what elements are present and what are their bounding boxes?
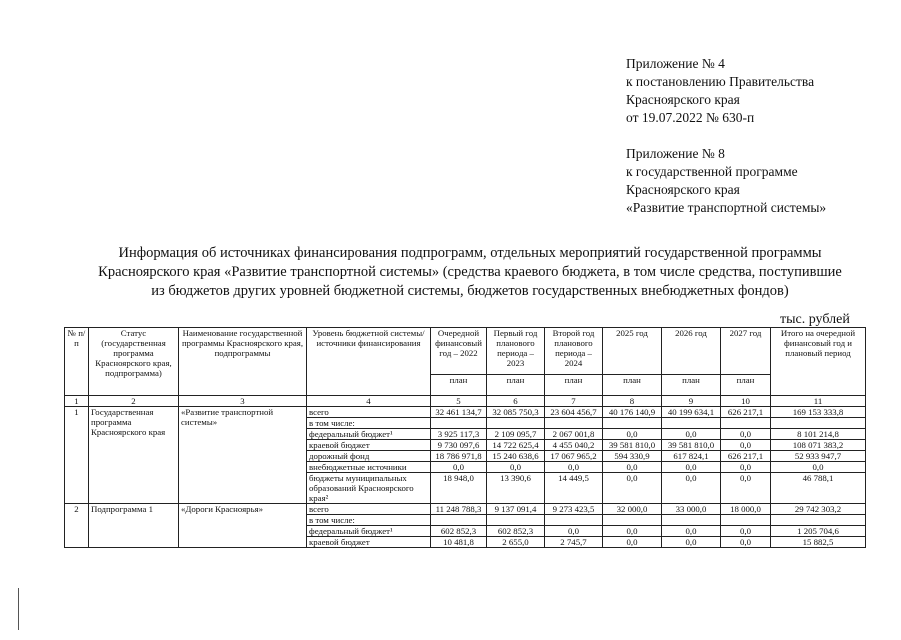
row-value: 32 000,0 xyxy=(603,504,662,515)
row-value: 15 240 638,6 xyxy=(487,451,545,462)
header-2027: 2027 год xyxy=(721,328,771,375)
column-index: 3 xyxy=(179,396,307,407)
row-value: 18 000,0 xyxy=(721,504,771,515)
row-value xyxy=(771,418,866,429)
row-value: 0,0 xyxy=(662,429,721,440)
row-value: 594 330,9 xyxy=(603,451,662,462)
row-value: 18 786 971,8 xyxy=(431,451,487,462)
header-plan: план xyxy=(662,375,721,396)
row-value: 32 461 134,7 xyxy=(431,407,487,418)
row-value: 9 137 091,4 xyxy=(487,504,545,515)
row-value xyxy=(603,515,662,526)
row-value: 0,0 xyxy=(721,537,771,548)
row-value: 32 085 750,3 xyxy=(487,407,545,418)
row-value: 2 109 095,7 xyxy=(487,429,545,440)
row-value xyxy=(721,418,771,429)
row-value: 169 153 333,8 xyxy=(771,407,866,418)
row-status: Подпрограмма 1 xyxy=(89,504,179,548)
row-level: внебюджетные источники xyxy=(307,462,431,473)
row-value xyxy=(662,418,721,429)
row-value: 0,0 xyxy=(603,526,662,537)
row-value xyxy=(545,515,603,526)
row-value: 23 604 456,7 xyxy=(545,407,603,418)
row-value: 10 481,8 xyxy=(431,537,487,548)
row-num: 1 xyxy=(65,407,89,504)
row-value: 602 852,3 xyxy=(431,526,487,537)
row-value: 0,0 xyxy=(721,429,771,440)
row-value: 0,0 xyxy=(771,462,866,473)
row-name: «Развитие транспортной системы» xyxy=(179,407,307,504)
row-value xyxy=(487,515,545,526)
column-index: 1 xyxy=(65,396,89,407)
margin-mark xyxy=(18,588,19,630)
title-line: из бюджетов других уровней бюджетной системы, бюджетов государственных внебюджетных фондов) xyxy=(151,283,789,299)
column-index: 2 xyxy=(89,396,179,407)
header-plan: план xyxy=(545,375,603,396)
row-value: 29 742 303,2 xyxy=(771,504,866,515)
row-value: 0,0 xyxy=(431,462,487,473)
row-value: 2 655,0 xyxy=(487,537,545,548)
row-value: 0,0 xyxy=(603,473,662,504)
title-line: Информация об источниках финансирования подпрограмм, отдельных мероприятий государственной программы xyxy=(118,245,822,261)
row-value: 1 205 704,6 xyxy=(771,526,866,537)
appendix-line: к постановлению Правительства xyxy=(626,74,815,89)
row-name: «Дороги Красноярья» xyxy=(179,504,307,548)
row-value: 602 852,3 xyxy=(487,526,545,537)
row-value: 0,0 xyxy=(721,462,771,473)
row-value: 18 948,0 xyxy=(431,473,487,504)
header-2026: 2026 год xyxy=(662,328,721,375)
row-value: 2 745,7 xyxy=(545,537,603,548)
appendix-line: Приложение № 4 xyxy=(626,56,725,71)
row-value: 0,0 xyxy=(545,462,603,473)
header-name: Наименование государственной программы Красноярского края, подпрограммы xyxy=(179,328,307,396)
table-row xyxy=(65,504,866,515)
row-value: 4 455 040,2 xyxy=(545,440,603,451)
row-value: 39 581 810,0 xyxy=(603,440,662,451)
row-value xyxy=(545,418,603,429)
row-value xyxy=(662,515,721,526)
row-value: 0,0 xyxy=(662,537,721,548)
title-line: Красноярского края «Развитие транспортной системы» (средства краевого бюджета, в том числе средства, поступившие xyxy=(98,264,842,280)
row-level: федеральный бюджет¹ xyxy=(307,526,431,537)
financing-table xyxy=(64,327,866,548)
row-value: 46 788,1 xyxy=(771,473,866,504)
header-num: № п/п xyxy=(65,328,89,396)
row-level: краевой бюджет xyxy=(307,440,431,451)
header-plan: план xyxy=(721,375,771,396)
header-status: Статус (государственная программа Красноярского края, подпрограмма) xyxy=(89,328,179,396)
row-level: федеральный бюджет¹ xyxy=(307,429,431,440)
header-2023: Первый год планового периода – 2023 xyxy=(487,328,545,375)
column-index: 5 xyxy=(431,396,487,407)
row-value: 9 730 097,6 xyxy=(431,440,487,451)
appendix-line: Приложение № 8 xyxy=(626,146,725,161)
column-index: 10 xyxy=(721,396,771,407)
row-value: 0,0 xyxy=(603,429,662,440)
row-level: бюджеты муниципальных образований Красноярского края² xyxy=(307,473,431,504)
row-value: 15 882,5 xyxy=(771,537,866,548)
document-title xyxy=(60,244,880,301)
column-index: 4 xyxy=(307,396,431,407)
row-num: 2 xyxy=(65,504,89,548)
appendix-line: Красноярского края xyxy=(626,182,740,197)
row-value: 11 248 788,3 xyxy=(431,504,487,515)
column-index: 8 xyxy=(603,396,662,407)
header-plan: план xyxy=(603,375,662,396)
row-value xyxy=(431,515,487,526)
column-index: 9 xyxy=(662,396,721,407)
row-value: 0,0 xyxy=(603,537,662,548)
row-level: всего xyxy=(307,504,431,515)
row-level: в том числе: xyxy=(307,418,431,429)
table-row xyxy=(65,407,866,418)
header-plan: план xyxy=(487,375,545,396)
row-value: 0,0 xyxy=(721,473,771,504)
units-label: тыс. рублей xyxy=(780,312,850,327)
row-value: 0,0 xyxy=(662,526,721,537)
row-value xyxy=(487,418,545,429)
appendix-line: к государственной программе xyxy=(626,164,798,179)
row-value: 2 067 001,8 xyxy=(545,429,603,440)
column-index: 6 xyxy=(487,396,545,407)
table-header-row xyxy=(65,328,866,375)
appendix-line: Красноярского края xyxy=(626,92,740,107)
row-value: 0,0 xyxy=(721,440,771,451)
row-level: краевой бюджет xyxy=(307,537,431,548)
row-value: 0,0 xyxy=(487,462,545,473)
row-value xyxy=(431,418,487,429)
appendix-line: от 19.07.2022 № 630-п xyxy=(626,110,755,125)
row-value: 13 390,6 xyxy=(487,473,545,504)
header-2022: Очередной финансовый год – 2022 xyxy=(431,328,487,375)
header-2025: 2025 год xyxy=(603,328,662,375)
row-value: 52 933 947,7 xyxy=(771,451,866,462)
row-value: 626 217,1 xyxy=(721,451,771,462)
row-status: Государственная программа Красноярского края xyxy=(89,407,179,504)
appendix-header-top xyxy=(626,55,814,127)
row-value: 9 273 423,5 xyxy=(545,504,603,515)
row-value: 40 199 634,1 xyxy=(662,407,721,418)
column-index: 7 xyxy=(545,396,603,407)
appendix-line: «Развитие транспортной системы» xyxy=(626,200,827,215)
row-value: 33 000,0 xyxy=(662,504,721,515)
row-value xyxy=(721,515,771,526)
row-value: 8 101 214,8 xyxy=(771,429,866,440)
row-level: в том числе: xyxy=(307,515,431,526)
table-index-row xyxy=(65,396,866,407)
row-value: 14 722 625,4 xyxy=(487,440,545,451)
row-value: 0,0 xyxy=(662,462,721,473)
row-value: 0,0 xyxy=(603,462,662,473)
row-value xyxy=(603,418,662,429)
header-level: Уровень бюджетной системы/источники финансирования xyxy=(307,328,431,396)
row-value: 17 067 965,2 xyxy=(545,451,603,462)
row-level: дорожный фонд xyxy=(307,451,431,462)
row-value: 0,0 xyxy=(545,526,603,537)
header-2024: Второй год планового периода – 2024 xyxy=(545,328,603,375)
row-value: 0,0 xyxy=(721,526,771,537)
row-value: 626 217,1 xyxy=(721,407,771,418)
row-value: 0,0 xyxy=(662,473,721,504)
row-value: 39 581 810,0 xyxy=(662,440,721,451)
row-value: 14 449,5 xyxy=(545,473,603,504)
row-value: 108 071 383,2 xyxy=(771,440,866,451)
row-value: 617 824,1 xyxy=(662,451,721,462)
table-body xyxy=(65,407,866,548)
row-value xyxy=(771,515,866,526)
appendix-header-bottom xyxy=(626,145,826,217)
header-total: Итого на очередной финансовый год и плановый период xyxy=(771,328,866,396)
header-plan: план xyxy=(431,375,487,396)
column-index: 11 xyxy=(771,396,866,407)
row-level: всего xyxy=(307,407,431,418)
row-value: 3 925 117,3 xyxy=(431,429,487,440)
row-value: 40 176 140,9 xyxy=(603,407,662,418)
